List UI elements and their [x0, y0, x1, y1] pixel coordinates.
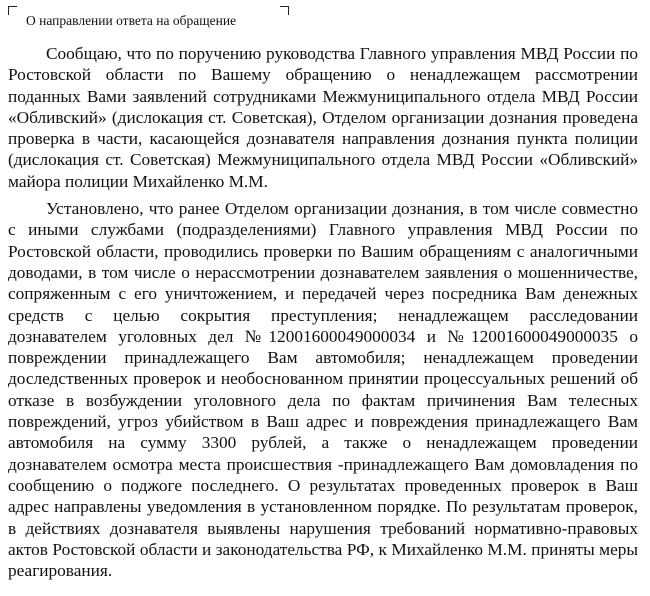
- document-body: [8, 43, 638, 581]
- document-subject: О направлении ответа на обращение: [26, 13, 237, 28]
- paragraph-1: Сообщаю, что по поручению руководства Главного управления МВД России по Ростовской области по Вашему обращению о ненадлежащем рассмотрении поданных Вами заявлений сотрудниками Межмуниципального отдела МВД России «Обливский» (дислокация ст. Советская), Отделом организации дознания проведена проверка в части, касающейся дознавателя направления дознания пункта полиции (дислокация ст. Советская) Межмуниципального отдела МВД России «Обливский» майора полиции Михайленко М.М.: [8, 44, 638, 191]
- subject-block: [8, 4, 298, 40]
- corner-bracket-left: [8, 6, 17, 15]
- corner-bracket-right: [280, 6, 289, 15]
- paragraph-2: Установлено, что ранее Отделом организации дознания, в том числе совместно с иными службами (подразделениями) Главного управления МВД России по Ростовской области, проводились проверки по Вашим обращениям с аналогичными доводами, в том числе о нерассмотрении дознавателем заявления о мошенничестве, сопряженным с его уничтожением, и передачей через посредника Вам денежных средств с целью сокрытия преступления; ненадлежащем расследовании дознавателем уголовных дел №12001600049000034 и №12001600049000035 о повреждении принадлежащего Вам автомобиля; ненадлежащем проведении доследственных проверок и необоснованном принятии процессуальных решений об отказе в возбуждении уголовного дела по фактам причинения Вам телесных повреждений, угроз убийством в Ваш адрес и повреждения принадлежащего Вам автомобиля на сумму 3300 рублей, а также о ненадлежащем проведении дознавателем осмотра места происшествия -принадлежащего Вам домовладения по сообщению о поджоге последнего. О результатах проведенных проверок в Ваш адрес направлены уведомления в установленном порядке. По результатам проверок, в действиях дознавателя выявлены нарушения требований нормативно-правовых актов Ростовской области и законодательства РФ, к Михайленко М.М. приняты меры реагирования.: [8, 199, 638, 581]
